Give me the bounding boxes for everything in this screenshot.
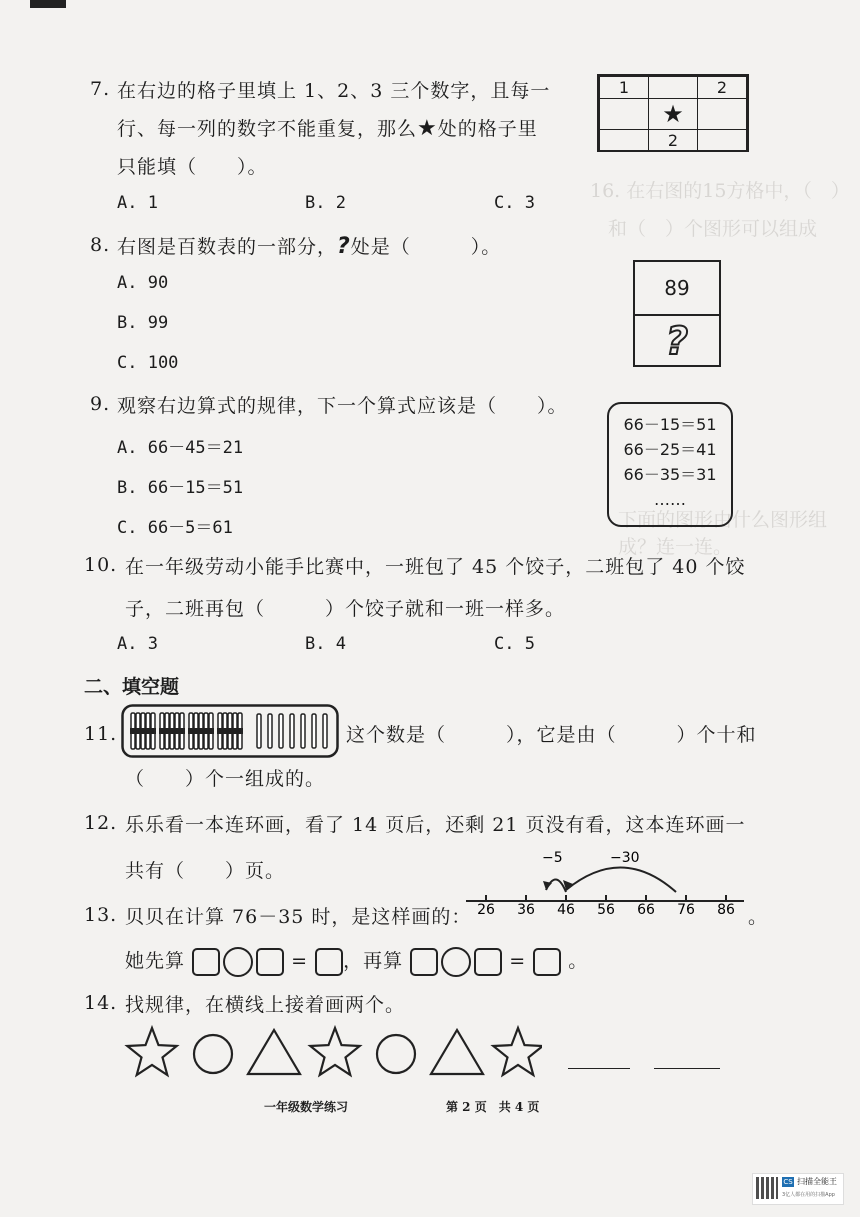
- q7-line2-text-end: 处的格子里: [437, 118, 538, 140]
- q11-number: 11.: [84, 723, 118, 745]
- qr-code-icon: [756, 1177, 778, 1199]
- single-stick-icon: [279, 714, 283, 748]
- q13-period: 。: [568, 950, 589, 972]
- section-title-fill-in: 二、填空题: [84, 676, 180, 698]
- q13-end: 。: [748, 906, 769, 928]
- q8-text-b: 处是（ ）。: [350, 236, 502, 258]
- pattern-eq: 66－35＝31: [623, 465, 717, 484]
- triangle-shape-icon: [431, 1030, 483, 1074]
- q13-second-calc-label: ，再算: [343, 950, 404, 972]
- bleed-through-text: 和（ ）个图形可以组成: [608, 218, 818, 240]
- stick-bundle-icon: [130, 713, 156, 749]
- answer-line-2[interactable]: [654, 1068, 720, 1069]
- grid-cell: [698, 130, 747, 152]
- circle-shape-icon: [377, 1035, 415, 1073]
- pattern-ellipsis: ……: [654, 490, 686, 509]
- q7-number-grid: [597, 74, 749, 152]
- answer-box[interactable]: [315, 948, 343, 976]
- q7-option-a[interactable]: A. 1: [117, 193, 158, 213]
- q8-hundreds-table: [633, 260, 721, 367]
- q8-text: [117, 232, 501, 259]
- bleed-through-text: 下面的图形由什么图形组成？连一连。: [618, 509, 828, 558]
- jump-label-5: −5: [542, 850, 563, 866]
- q13-text: 贝贝在计算 76－35 时，是这样画的：: [125, 906, 472, 928]
- scanner-badge: [752, 1173, 844, 1205]
- q7-line2: [117, 114, 538, 141]
- grid-cell: 1: [600, 77, 649, 99]
- answer-box[interactable]: [192, 948, 220, 976]
- q8-option-b[interactable]: B. 99: [117, 313, 169, 333]
- answer-box[interactable]: [533, 948, 561, 976]
- q7-line1: 在右边的格子里填上 1、2、3 三个数字，且每一: [117, 80, 551, 102]
- q7-number: 7.: [90, 78, 111, 100]
- q12-line2: 共有（ ）页。: [125, 860, 286, 882]
- badge-name: 扫描全能王: [797, 1177, 837, 1186]
- q7-option-b[interactable]: B. 2: [305, 193, 346, 213]
- q8-option-a[interactable]: A. 90: [117, 273, 169, 293]
- q10-option-a[interactable]: A. 3: [117, 634, 158, 654]
- q11-text1: 这个数是（ ），它是由（ ）个十和: [346, 724, 757, 746]
- equals-sign: =: [291, 950, 309, 972]
- grid-cell-star: ★: [649, 99, 698, 130]
- q8-text-a: 右图是百数表的一部分，: [117, 236, 338, 258]
- answer-box[interactable]: [474, 948, 502, 976]
- grid-cell: [600, 99, 649, 130]
- tick-label: 26: [477, 902, 495, 918]
- single-stick-icon: [257, 714, 261, 748]
- tick-label: 76: [677, 902, 695, 918]
- question-mark-icon: ?: [665, 319, 689, 364]
- jump-label-30: −30: [610, 850, 640, 866]
- answer-box[interactable]: [410, 948, 438, 976]
- q10-line1: 在一年级劳动小能手比赛中，一班包了 45 个饺子，二班包了 40 个饺: [125, 556, 746, 578]
- tick-label: 86: [717, 902, 735, 918]
- q9-option-a[interactable]: A. 66－45＝21: [117, 438, 244, 458]
- single-stick-icon: [268, 714, 272, 748]
- q14-number: 14.: [84, 992, 118, 1014]
- grid-cell: [649, 77, 698, 99]
- operator-circle[interactable]: [223, 947, 253, 977]
- q10-option-b[interactable]: B. 4: [305, 634, 346, 654]
- tick-label: 56: [597, 902, 615, 918]
- q14-shape-sequence: [122, 1022, 542, 1082]
- pattern-eq: 66－15＝51: [623, 415, 717, 434]
- star-icon: ★: [417, 116, 438, 141]
- single-stick-icon: [323, 714, 327, 748]
- q13-number-line: [462, 846, 748, 918]
- answer-line-1[interactable]: [568, 1068, 630, 1069]
- footer-title: 一年级数学练习: [264, 1100, 349, 1114]
- q9-option-b[interactable]: B. 66－15＝51: [117, 478, 244, 498]
- hundreds-cell-question: [635, 316, 719, 368]
- star-shape-icon: [310, 1028, 359, 1075]
- question-mark-icon: ?: [337, 234, 351, 259]
- q9-pattern-box: [607, 402, 733, 527]
- pattern-eq: 66－25＝41: [623, 440, 717, 459]
- star-shape-icon: [127, 1028, 176, 1075]
- q11-text2: （ ）个一组成的。: [125, 768, 326, 790]
- q14-text: 找规律，在横线上接着画两个。: [125, 994, 406, 1016]
- q7-option-c[interactable]: C. 3: [494, 193, 535, 213]
- single-stick-icon: [290, 714, 294, 748]
- badge-sub: 3亿人都在用的扫描App: [782, 1192, 835, 1198]
- q8-number: 8.: [90, 234, 111, 256]
- operator-circle[interactable]: [441, 947, 471, 977]
- stick-bundle-icon: [188, 713, 214, 749]
- q12-number: 12.: [84, 812, 118, 834]
- q8-option-c[interactable]: C. 100: [117, 353, 179, 373]
- q9-number: 9.: [90, 393, 111, 415]
- edge-mark: [30, 0, 66, 8]
- grid-cell: [600, 130, 649, 152]
- q10-number: 10.: [84, 554, 118, 576]
- answer-box[interactable]: [256, 948, 284, 976]
- tick-label: 36: [517, 902, 535, 918]
- q10-option-c[interactable]: C. 5: [494, 634, 535, 654]
- q13-number: 13.: [84, 904, 118, 926]
- q7-line2-text: 行、每一列的数字不能重复，那么: [117, 118, 418, 140]
- stick-bundle-icon: [217, 713, 243, 749]
- q9-text: 观察右边算式的规律，下一个算式应该是（ ）。: [117, 395, 568, 417]
- footer-page: 第 2 页 共 4 页: [446, 1100, 540, 1114]
- q13-first-calc-label: 她先算: [125, 950, 186, 972]
- q11-bundles-sticks-image: [121, 704, 339, 758]
- q9-option-c[interactable]: C. 66－5＝61: [117, 518, 233, 538]
- star-shape-icon: [493, 1028, 542, 1075]
- camscanner-logo-icon: CS: [783, 1178, 793, 1186]
- triangle-shape-icon: [248, 1030, 300, 1074]
- tick-label: 46: [557, 902, 575, 918]
- stick-bundle-icon: [159, 713, 185, 749]
- jump-arc-30: [566, 867, 676, 892]
- equals-sign: =: [509, 950, 527, 972]
- q13-line2: [125, 946, 588, 977]
- tick-label: 66: [637, 902, 655, 918]
- single-stick-icon: [301, 714, 305, 748]
- grid-cell: [698, 99, 747, 130]
- grid-cell: 2: [698, 77, 747, 99]
- q10-line2: 子，二班再包（ ）个饺子就和一班一样多。: [125, 598, 566, 620]
- grid-cell: 2: [649, 130, 698, 152]
- q12-line1: 乐乐看一本连环画，看了 14 页后，还剩 21 页没有看，这本连环画一: [125, 814, 746, 836]
- hundreds-cell-89: 89: [635, 262, 719, 316]
- q7-line3: 只能填（ ）。: [117, 156, 268, 178]
- single-stick-icon: [312, 714, 316, 748]
- bleed-through-text: 16. 在右图的15方格中，（ ）: [590, 180, 850, 202]
- circle-shape-icon: [194, 1035, 232, 1073]
